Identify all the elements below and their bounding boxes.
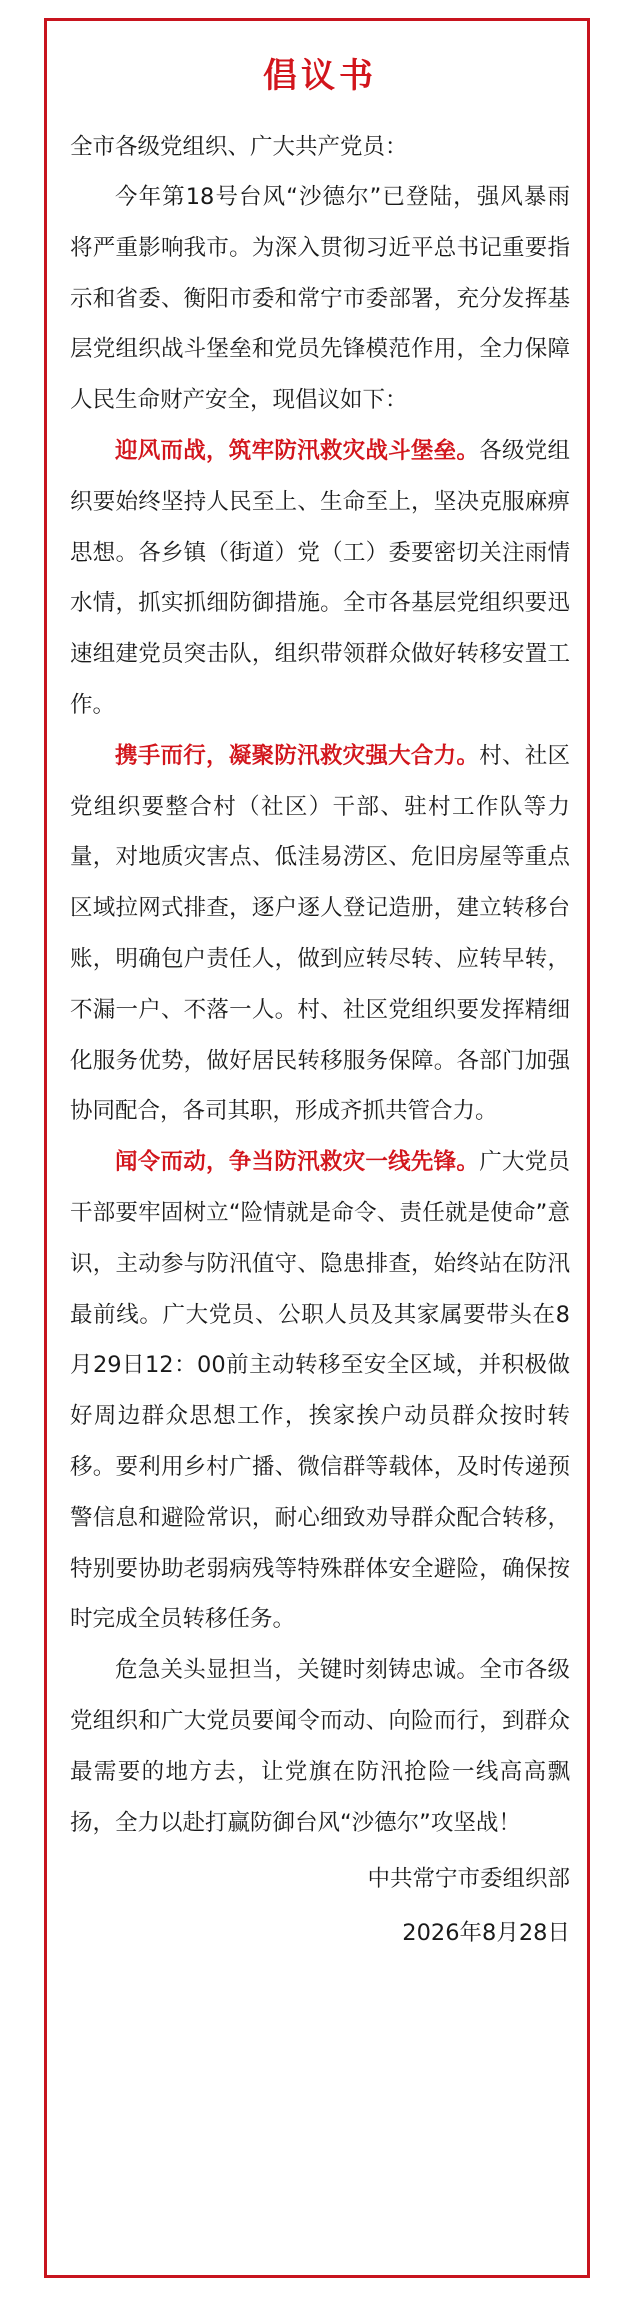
intro-paragraph: 今年第18号台风“沙德尔”已登陆，强风暴雨将严重影响我市。为深入贯彻习近平总书记重要指示和省委、衡阳市委和常宁市委部署，充分发挥基层党组织战斗堡垒和党员先锋模范作用，全力保障人民生命财产安全，现倡议如下： <box>70 184 570 414</box>
section-body-1: 各级党组织要始终坚持人民至上、生命至上，坚决克服麻痹思想。各乡镇（街道）党（工）委要密切关注雨情水情，抓实抓细防御措施。全市各基层党组织要迅速组建党员突击队，组织带领群众做好转移安置工作。 <box>70 437 570 718</box>
signature-organization: 中共常宁市委组织部 <box>367 1866 570 1893</box>
salutation: 全市各级党组织、广大共产党员： <box>70 134 408 160</box>
section-paragraph-3 <box>70 1137 570 1645</box>
section-body-3: 广大党员干部要牢固树立“险情就是命令、责任就是使命”意识，主动参与防汛值守、隐患排查，始终站在防汛最前线。广大党员、公职人员及其家属要带头在8月29日12：00前主动转移至安全区域，并积极做好周边群众思想工作，挨家挨户动员群众按时转移。要利用乡村广播、微信群等载体，及时传递预警信息和避险常识，耐心细致劝导群众配合转移，特别要协助老弱病残等特殊群体安全避险，确保按时完成全员转移任务。 <box>70 1149 570 1633</box>
signature-date: 2026年8月28日 <box>402 1920 570 1947</box>
section-paragraph-1 <box>70 426 570 731</box>
proposal-letter <box>70 52 570 1960</box>
section-heading-3: 闻令而动，争当防汛救灾一线先锋。 <box>115 1149 480 1176</box>
section-heading-2: 携手而行，凝聚防汛救灾强大合力。 <box>115 742 480 769</box>
closing-paragraph: 危急关头显担当，关键时刻铸忠诚。全市各级党组织和广大党员要闻令而动、向险而行，到群众最需要的地方去，让党旗在防汛抢险一线高高飘扬，全力以赴打赢防御台风“沙德尔”攻坚战！ <box>70 1657 570 1836</box>
document-title: 倡议书 <box>263 56 377 96</box>
section-body-2: 村、社区党组织要整合村（社区）干部、驻村工作队等力量，对地质灾害点、低洼易涝区、危旧房屋等重点区域拉网式排查，逐户逐人登记造册，建立转移台账，明确包户责任人，做到应转尽转、应转早转，不漏一户、不落一人。村、社区党组织要发挥精细化服务优势，做好居民转移服务保障。各部门加强协同配合，各司其职，形成齐抓共管合力。 <box>70 742 570 1125</box>
section-paragraph-2 <box>70 731 570 1137</box>
section-heading-1: 迎风而战，筑牢防汛救灾战斗堡垒。 <box>115 437 480 464</box>
signature-block <box>70 1852 570 1960</box>
